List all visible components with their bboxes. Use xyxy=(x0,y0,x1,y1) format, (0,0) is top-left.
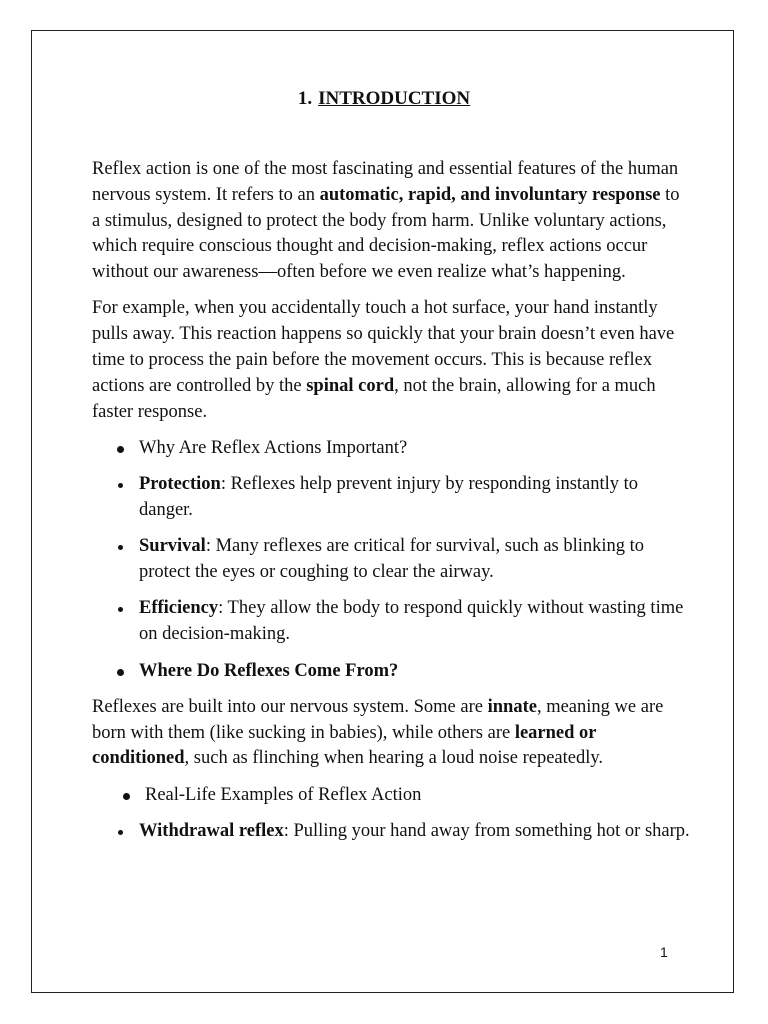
list-item-text: : Many reflexes are critical for survival, such as blinking to protect the eyes or coughing to clear the airway. xyxy=(139,536,645,583)
section-number: 1. xyxy=(297,88,313,109)
text-run: Reflexes are built into our nervous system. Some are xyxy=(92,696,488,717)
page-number: 1 xyxy=(660,944,668,960)
list-item xyxy=(92,534,692,586)
list-item xyxy=(92,472,692,524)
list-item xyxy=(92,596,692,648)
bold-run: automatic, rapid, and involuntary response xyxy=(319,184,661,205)
importance-list xyxy=(92,436,692,684)
list-subheader-text: Where Do Reflexes Come From? xyxy=(139,660,399,681)
bold-run: spinal cord xyxy=(306,375,395,396)
text-run: , meaning we are born with them (like sucking in babies), while others are xyxy=(92,696,664,743)
paragraph-example xyxy=(92,296,692,425)
list-item-text: : They allow the body to respond quickly without wasting time on decision-making. xyxy=(139,598,684,645)
section-title: INTRODUCTION xyxy=(318,88,471,109)
text-run: For example, when you accidentally touch a hot surface, your hand instantly pulls away. This reaction happens so quickly that your brain doesn’t even have time to process the pain before the movement occurs. This is because reflex actions are controlled by the xyxy=(92,298,675,396)
list-header xyxy=(92,783,692,809)
list-item-text: : Pulling your hand away from something hot or sharp. xyxy=(283,821,690,842)
text-run: , such as flinching when hearing a loud noise repeatedly. xyxy=(184,748,604,769)
text-run: Reflex action is one of the most fascinating and essential features of the human nervous system. It refers to an xyxy=(92,159,679,205)
text-run: to a stimulus, designed to protect the body from harm. Unlike voluntary actions, which require conscious thought and decision-making, reflex actions occur without our awareness—often before we even realize what’s happening. xyxy=(92,184,680,283)
text-run: , not the brain, allowing for a much faster response. xyxy=(92,375,656,422)
list-item-term: Efficiency xyxy=(139,598,219,619)
document-body xyxy=(92,157,692,855)
list-item-text: : Reflexes help prevent injury by responding instantly to danger. xyxy=(139,474,639,521)
list-subheader xyxy=(92,659,692,685)
paragraph-intro xyxy=(92,157,692,286)
list-item-term: Protection xyxy=(139,474,221,495)
list-item-term: Withdrawal reflex xyxy=(139,821,284,842)
examples-list xyxy=(92,783,692,845)
list-item-term: Survival xyxy=(139,536,206,557)
section-heading xyxy=(0,88,768,110)
paragraph-origins xyxy=(92,695,692,772)
list-header-text: Why Are Reflex Actions Important? xyxy=(139,437,408,458)
list-header xyxy=(92,436,692,462)
list-header-text: Real-Life Examples of Reflex Action xyxy=(145,784,422,805)
bold-run: innate xyxy=(487,696,537,717)
bold-run: learned or conditioned xyxy=(92,722,597,769)
list-item xyxy=(92,819,692,845)
